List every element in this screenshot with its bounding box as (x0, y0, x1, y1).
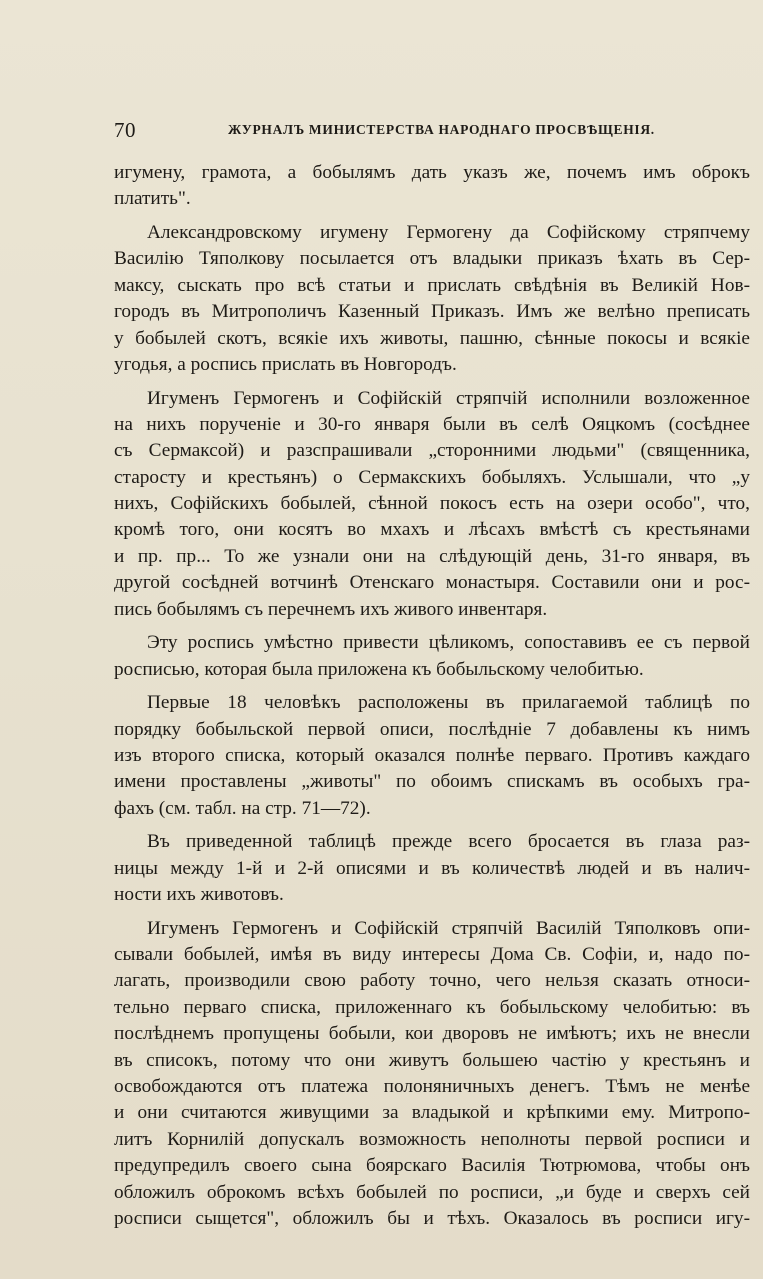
text-line: Александровскому игумену Гермогену да Софійскому стряпчему (147, 221, 750, 243)
page-number: 70 (114, 118, 136, 142)
paragraph-7 (114, 916, 750, 1233)
text-line: въ списокъ, потому что они живутъ большею частію у крестьянъ и (114, 1049, 750, 1071)
text-line: Эту роспись умѣстно привести цѣликомъ, сопоставивъ ее съ первой (147, 632, 750, 654)
text-line: максу, сыскать про всѣ статьи и прислать свѣдѣнія въ Великій Нов- (114, 274, 750, 296)
text-line: тельно перваго списка, приложеннаго къ бобыльскому челобитью: въ (114, 996, 750, 1018)
text-line: у бобылей скотъ, всякіе ихъ животы, пашню, сѣнные покосы и всякіе (114, 327, 750, 349)
text-line: порядку бобыльской первой описи, послѣдніе 7 добавлены къ нимъ (114, 718, 750, 740)
text-line: послѣднемъ пропущены бобыли, кои дворовъ не имѣютъ; ихъ не внесли (114, 1023, 750, 1045)
text-line: и пр. пр... То же узнали они на слѣдующій день, 31-го января, въ (114, 545, 750, 567)
text-line: кромѣ того, они косятъ во мхахъ и лѣсахъ вмѣстѣ съ крестьянами (114, 519, 750, 541)
text-line: росписи сыщется", обложилъ бы и тѣхъ. Оказалось въ росписи игу- (114, 1207, 750, 1229)
text-line: имени проставлены „животы" по обоимъ спискамъ въ особыхъ гра- (114, 771, 750, 793)
text-line: предупредилъ своего сына боярскаго Василія Тютрюмова, чтобы онъ (114, 1155, 750, 1177)
paragraph-6 (114, 829, 750, 908)
text-line: освобождаются отъ платежа полоняничныхъ денегъ. Тѣмъ не менѣе (114, 1076, 750, 1098)
page-header (114, 118, 750, 146)
text-line: пись бобылямъ съ перечнемъ ихъ живого инвентаря. (114, 598, 548, 620)
text-line: сывали бобылей, имѣя въ виду интересы Дома Св. Софіи, и, надо по- (114, 944, 750, 966)
text-line: Игуменъ Гермогенъ и Софійскій стряпчій Василій Тяполковъ опи- (147, 917, 750, 939)
text-line: Въ приведенной таблицѣ прежде всего бросается въ глаза раз- (147, 831, 750, 853)
text-line: ницы между 1-й и 2-й описями и въ количествѣ людей и въ налич- (114, 857, 750, 879)
text-line: другой сосѣдней вотчинѣ Отенскаго монастыря. Составили они и рос- (114, 572, 750, 594)
text-line: городъ въ Митрополичъ Казенный Приказъ. Имъ же велѣно преписать (114, 301, 750, 323)
text-line: платить". (114, 188, 191, 210)
text-line: Василію Тяполкову посылается отъ владыки приказъ ѣхать въ Сер- (114, 248, 750, 270)
text-line: нихъ, Софійскихъ бобылей, сѣнной покосъ есть на озери особо", что, (114, 493, 750, 515)
text-line: лагать, производили свою работу точно, чего нельзя сказать относи- (114, 970, 750, 992)
body-text (114, 160, 750, 1232)
text-line: и они считаются живущими за владыкой и крѣпкими ему. Митропо- (114, 1102, 750, 1124)
text-line: ности ихъ животовъ. (114, 884, 284, 906)
text-line: литъ Корнилій допускалъ возможность неполноты первой росписи и (114, 1128, 750, 1150)
paragraph-4 (114, 630, 750, 683)
paragraph-2 (114, 220, 750, 378)
text-line: росписью, которая была приложена къ бобыльскому челобитью. (114, 658, 644, 680)
paragraph-3 (114, 386, 750, 624)
paragraph-5 (114, 690, 750, 822)
text-line: съ Сермаксой) и разспрашивали „сторонними людьми" (священника, (114, 440, 750, 462)
text-line: старосту и крестьянъ) о Сермакскихъ бобыляхъ. Услышали, что „у (114, 466, 750, 488)
text-line: угодья, а роспись прислать въ Новгородъ. (114, 353, 457, 375)
text-line: Игуменъ Гермогенъ и Софійскій стряпчій исполнили возложенное (147, 387, 750, 409)
text-line: на нихъ порученіе и 30-го января были въ селѣ Ояцкомъ (сосѣднее (114, 413, 750, 435)
paragraph-1 (114, 160, 750, 213)
text-line: фахъ (см. табл. на стр. 71—72). (114, 797, 371, 819)
text-line: обложилъ оброкомъ всѣхъ бобылей по росписи, „и буде и сверхъ сей (114, 1181, 750, 1203)
text-line: игумену, грамота, а бобылямъ дать указъ же, почемъ имъ оброкъ (114, 162, 750, 183)
text-line: Первые 18 человѣкъ расположены въ прилагаемой таблицѣ по (147, 692, 750, 714)
text-line: изъ второго списка, который оказался полнѣе перваго. Противъ каждаго (114, 744, 750, 766)
running-head: ЖУРНАЛЪ МИНИСТЕРСТВА НАРОДНАГО ПРОСВѢЩЕНІЯ. (228, 122, 655, 137)
